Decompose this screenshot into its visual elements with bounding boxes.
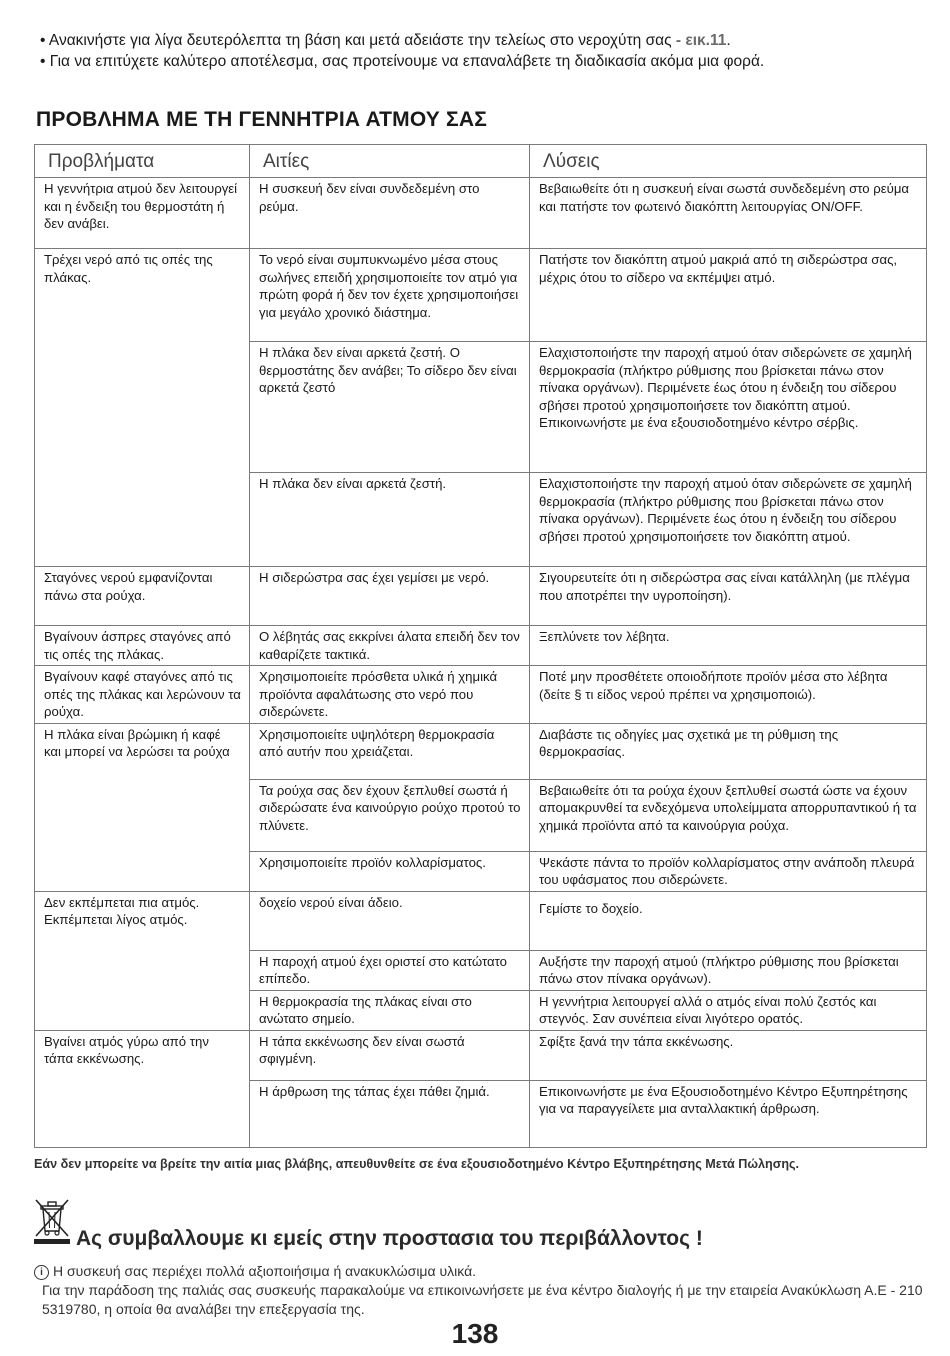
header-problems: Προβλήματα: [35, 145, 250, 178]
info-icon: i: [34, 1265, 49, 1280]
cause-cell: Τα ρούχα σας δεν έχουν ξεπλυθεί σωστά ή σιδερώσατε ένα καινούργιο ρούχο προτού το πλύνετε.: [250, 779, 530, 851]
solution-cell: Πατήστε τον διακόπτη ατμού μακριά από τη σιδερώστρα σας, μέχρις ότου το σίδερο να εκπέμψει ατμό.: [530, 249, 927, 342]
table-row: [35, 249, 927, 342]
intro-bullet-2: • Για να επιτύχετε καλύτερο αποτέλεσμα, σας προτείνουμε να επαναλάβετε τη διαδικασία ακόμα μια φορά.: [40, 53, 765, 70]
table-row: [35, 723, 927, 779]
problem-cell: Δεν εκπέμπεται πια ατμός. Εκπέμπεται λίγος ατμός.: [35, 891, 250, 950]
cause-cell: Η πλάκα δεν είναι αρκετά ζεστή.: [250, 473, 530, 567]
solution-cell: Διαβάστε τις οδηγίες μας σχετικά με τη ρύθμιση της θερμοκρασίας.: [530, 723, 927, 779]
header-solutions: Λύσεις: [530, 145, 927, 178]
problem-cell: [35, 342, 250, 473]
solution-cell: Επικοινωνήστε με ένα Εξουσιοδοτημένο Κέντρο Εξυπηρέτησης για να παραγγείλετε μια ανταλλακτική άρθρωση.: [530, 1080, 927, 1147]
cause-cell: Το νερό είναι συμπυκνωμένο μέσα στους σωλήνες επειδή χρησιμοποιείτε τον ατμό για πρώτη φορά ή δεν τον έχετε χρησιμοποιήσει για μεγάλο χρονικό διάστημα.: [250, 249, 530, 342]
solution-cell: Η γεννήτρια λειτουργεί αλλά ο ατμός είναι πολύ ζεστός και στεγνός. Σαν συνέπεια είναι λιγότερο ορατός.: [530, 990, 927, 1030]
environment-line-2: Για την παράδοση της παλιάς σας συσκευής παρακαλούμε να επικοινωνήσετε με ένα κέντρο διαλογής ή με την εταιρεία Ανακύκλωση Α.Ε - 210 5319780, η οποία θα αναλάβει την επεξεργασία της.: [42, 1282, 923, 1317]
problem-cell: Βγαίνει ατμός γύρω από την τάπα εκκένωσης.: [35, 1030, 250, 1080]
cause-cell: Χρησιμοποιείτε προϊόν κολλαρίσματος.: [250, 851, 530, 891]
problem-cell: Η γεννήτρια ατμού δεν λειτουργεί και η ένδειξη του θερμοστάτη ή δεν ανάβει.: [35, 178, 250, 249]
solution-cell: Βεβαιωθείτε ότι τα ρούχα έχουν ξεπλυθεί σωστά ώστε να έχουν απομακρυνθεί τα ενδεχόμενα υπολείμματα απορρυπαντικού ή τα χημικά προϊόντα από τα καινούργια ρούχα.: [530, 779, 927, 851]
table-row: [35, 950, 927, 990]
cause-cell: Η άρθρωση της τάπας έχει πάθει ζημιά.: [250, 1080, 530, 1147]
table-row: [35, 626, 927, 666]
solution-cell: Ποτέ μην προσθέτετε οποιοδήποτε προϊόν μέσα στο λέβητα (δείτε § τι είδος νερού πρέπει να χρησιμοποιώ).: [530, 666, 927, 724]
intro-bullets: [36, 30, 916, 72]
problem-cell: [35, 779, 250, 851]
problem-cell: [35, 990, 250, 1030]
solution-cell: Γεμίστε το δοχείο.: [530, 891, 927, 950]
solution-cell: Βεβαιωθείτε ότι η συσκευή είναι σωστά συνδεδεμένη στο ρεύμα και πατήστε τον φωτεινό διακόπτη λειτουργίας ON/OFF.: [530, 178, 927, 249]
table-row: [35, 567, 927, 626]
intro-bullet-1: • Ανακινήστε για λίγα δευτερόλεπτα τη βάση και μετά αδειάστε την τελείως στο νεροχύτη σας - εικ.11.: [40, 32, 731, 49]
environment-line-1: i Η συσκευή σας περιέχει πολλά αξιοποιήσιμα ή ανακυκλώσιμα υλικά.: [34, 1262, 924, 1281]
cause-cell: Χρησιμοποιείτε πρόσθετα υλικά ή χημικά προϊόντα αφαλάτωσης στο νερό που σιδερώνετε.: [250, 666, 530, 724]
problem-cell: [35, 473, 250, 567]
environment-text: [34, 1262, 924, 1319]
cause-cell: Χρησιμοποιείτε υψηλότερη θερμοκρασία από αυτήν που χρειάζεται.: [250, 723, 530, 779]
solution-cell: Σιγουρευτείτε ότι η σιδερώστρα σας είναι κατάλληλη (με πλέγμα που αποτρέπει την υγροποίηση).: [530, 567, 927, 626]
service-footnote: Εάν δεν μπορείτε να βρείτε την αιτία μιας βλάβης, απευθυνθείτε σε ένα εξουσιοδοτημένο Κέντρο Εξυπηρέτησης Μετά Πώλησης.: [34, 1157, 800, 1171]
solution-cell: Ψεκάστε πάντα το προϊόν κολλαρίσματος στην ανάποδη πλευρά του υφάσματος που σιδερώνετε.: [530, 851, 927, 891]
table-row: [35, 779, 927, 851]
table-row: [35, 891, 927, 950]
table-row: [35, 473, 927, 567]
table-row: [35, 178, 927, 249]
solution-cell: Σφίξτε ξανά την τάπα εκκένωσης.: [530, 1030, 927, 1080]
table-row: [35, 666, 927, 724]
table-row: [35, 851, 927, 891]
cause-cell: Η πλάκα δεν είναι αρκετά ζεστή. Ο θερμοστάτης δεν ανάβει; Το σίδερο δεν είναι αρκετά ζεστό: [250, 342, 530, 473]
problem-cell: [35, 851, 250, 891]
table-row: [35, 1030, 927, 1080]
solution-cell: Ελαχιστοποιήστε την παροχή ατμού όταν σιδερώνετε σε χαμηλή θερμοκρασία (πλήκτρο ρύθμισης που βρίσκεται πάνω στον πίνακα οργάνων). Περιμένετε έως ότου η ένδειξη του σίδερου σβήσει προτού χρησιμοποιήσετε τον διακόπτη ατμού.: [530, 473, 927, 567]
table-row: [35, 1080, 927, 1147]
cause-cell: Η παροχή ατμού έχει οριστεί στο κατώτατο επίπεδο.: [250, 950, 530, 990]
table-header-row: [35, 145, 927, 178]
cause-cell: Η σιδερώστρα σας έχει γεμίσει με νερό.: [250, 567, 530, 626]
problem-cell: Τρέχει νερό από τις οπές της πλάκας.: [35, 249, 250, 342]
cause-cell: Η θερμοκρασία της πλάκας είναι στο ανώτατο σημείο.: [250, 990, 530, 1030]
environment-title: Ας συμβαλλουμε κι εμείς στην προστασια του περιβάλλοντος !: [76, 1227, 703, 1250]
cause-cell: Η τάπα εκκένωσης δεν είναι σωστά σφιγμένη.: [250, 1030, 530, 1080]
table-row: [35, 342, 927, 473]
crossed-bin-icon: [32, 1197, 72, 1245]
cause-cell: δοχείο νερού είναι άδειο.: [250, 891, 530, 950]
cause-cell: Η συσκευή δεν είναι συνδεδεμένη στο ρεύμα.: [250, 178, 530, 249]
solution-cell: Ξεπλύνετε τον λέβητα.: [530, 626, 927, 666]
problem-cell: Βγαίνουν καφέ σταγόνες από τις οπές της πλάκας και λερώνουν τα ρούχα.: [35, 666, 250, 724]
cause-cell: Ο λέβητάς σας εκκρίνει άλατα επειδή δεν τον καθαρίζετε τακτικά.: [250, 626, 530, 666]
solution-cell: Ελαχιστοποιήστε την παροχή ατμού όταν σιδερώνετε σε χαμηλή θερμοκρασία (πλήκτρο ρύθμισης που βρίσκεται πάνω στον πίνακα οργάνων). Περιμένετε έως ότου η ένδειξη του σίδερου σβήσει προτού χρησιμοποιήσετε τον διακόπτη ατμού. Επικοινωνήστε με ένα εξουσιοδοτημένο κέντρο σέρβις.: [530, 342, 927, 473]
problem-cell: Η πλάκα είναι βρώμικη ή καφέ και μπορεί να λερώσει τα ρούχα: [35, 723, 250, 779]
section-heading: ΠΡΟΒΛΗΜΑ ΜΕ ΤΗ ΓΕΝΝΗΤΡΙΑ ΑΤΜΟΥ ΣΑΣ: [36, 108, 488, 131]
problem-cell: Βγαίνουν άσπρες σταγόνες από τις οπές της πλάκας.: [35, 626, 250, 666]
solution-cell: Αυξήστε την παροχή ατμού (πλήκτρο ρύθμισης που βρίσκεται πάνω στον πίνακα οργάνων).: [530, 950, 927, 990]
page-number: 138: [451, 1318, 499, 1349]
problem-cell: [35, 1080, 250, 1147]
figure-reference: - εικ.11: [675, 32, 727, 49]
problem-cell: [35, 950, 250, 990]
troubleshooting-table: [34, 144, 927, 1148]
header-causes: Αιτίες: [250, 145, 530, 178]
problem-cell: Σταγόνες νερού εμφανίζονται πάνω στα ρούχα.: [35, 567, 250, 626]
table-row: [35, 990, 927, 1030]
